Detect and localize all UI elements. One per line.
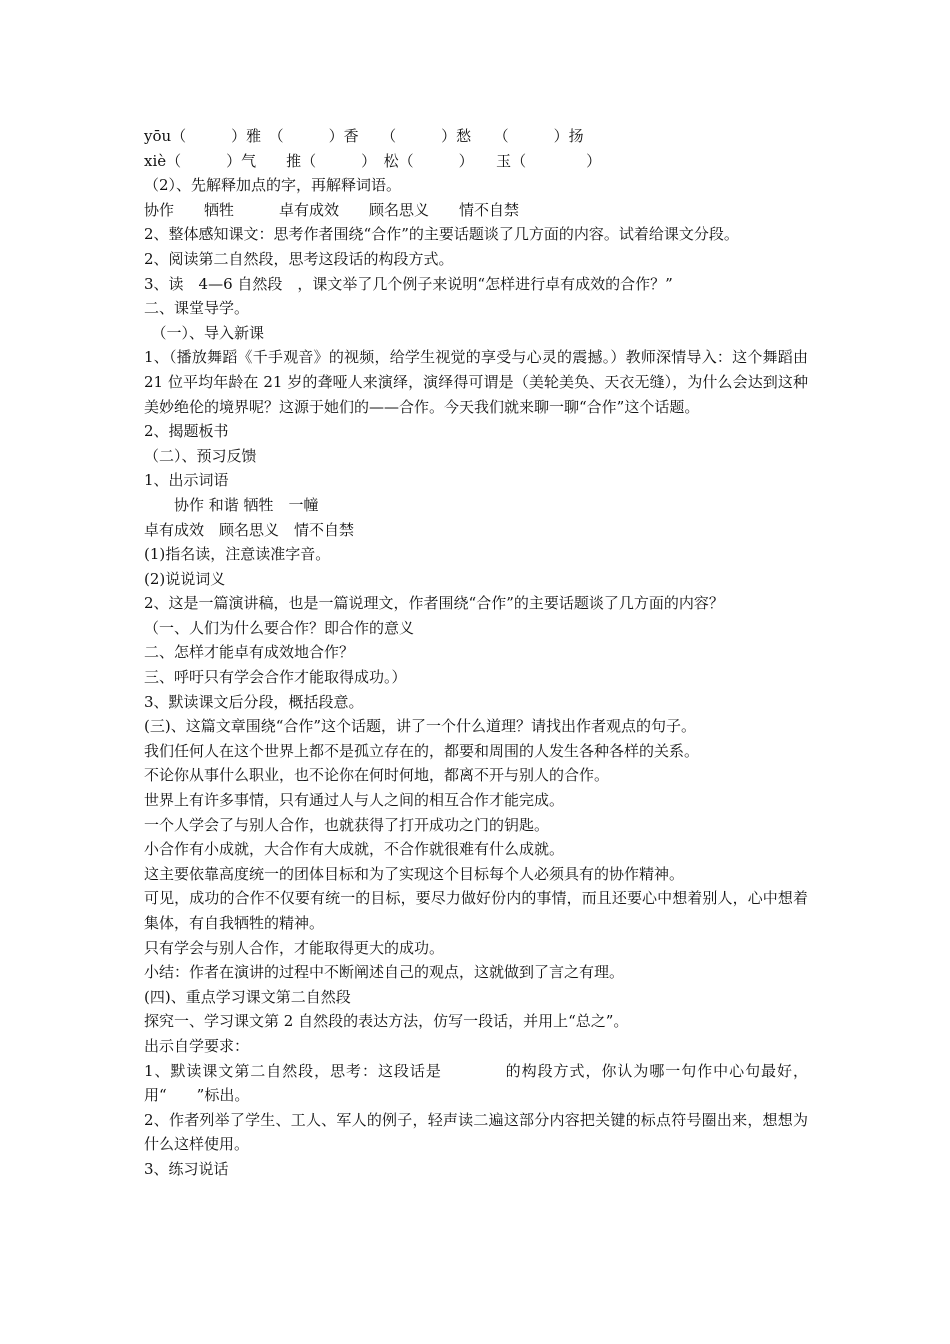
vocabulary-line: 卓有成效 顾名思义 情不自禁 xyxy=(144,520,355,539)
task-line: 3、练习说话 xyxy=(144,1159,229,1178)
answer-line: 三、呼吁只有学会合作才能取得成功。） xyxy=(144,668,407,687)
task-line: (1)指名读，注意读准字音。 xyxy=(144,545,331,564)
requirement-paragraph: 2、作者列举了学生、工人、军人的例子，轻声读二遍这部分内容把关键的标点符号圈出来，想想为什么这样使用。 xyxy=(144,1110,808,1154)
instruction-line: （2）、先解释加点的字，再解释词语。 xyxy=(144,176,402,195)
requirement-paragraph: 1、默读课文第二自然段，思考：这段话是 的构段方式，你认为哪一句作中心句最好，用“ ”标出。 xyxy=(144,1061,808,1105)
task-line: 1、出示词语 xyxy=(144,471,229,490)
task-line: 2、揭题板书 xyxy=(144,422,229,441)
answer-line: （一、人们为什么要合作？即合作的意义 xyxy=(144,618,415,637)
subsection-heading: (四)、重点学习课文第二自然段 xyxy=(144,987,351,1006)
pinyin-exercise-line-1: yōu（ ）雅 （ ）香 （ ）愁 （ ）扬 xyxy=(144,127,584,145)
summary-line: 小结：作者在演讲的过程中不断阐述自己的观点，这就做到了言之有理。 xyxy=(144,963,625,982)
quote-line: 小合作有小成就，大合作有大成就，不合作就很难有什么成就。 xyxy=(144,840,565,859)
subsection-heading: （二）、预习反馈 xyxy=(144,446,257,465)
vocabulary-line: 协作 和谐 牺牲 一幢 xyxy=(144,495,319,514)
quote-line: 这主要依靠高度统一的团体目标和为了实现这个目标每个人必须具有的协作精神。 xyxy=(144,864,685,883)
task-line: (2)说说词义 xyxy=(144,569,226,588)
task-line: 探究一、学习课文第 2 自然段的表达方法，仿写一段话，并用上“总之”。 xyxy=(144,1012,629,1031)
quote-line: 不论你从事什么职业，也不论你在何时何地，都离不开与别人的合作。 xyxy=(144,766,610,785)
quote-paragraph: 可见，成功的合作不仅要有统一的目标，要尽力做好份内的事情，而且还要心中想着别人，心中想着集体，有自我牺牲的精神。 xyxy=(144,889,808,932)
task-line: 出示自学要求： xyxy=(144,1036,250,1055)
subsection-heading: （一）、导入新课 xyxy=(144,323,265,342)
intro-paragraph: 1、（播放舞蹈《千手观音》的视频，给学生视觉的享受与心灵的震撼。）教师深情导入：这个舞蹈由 21 位平均年龄在 21 岁的聋哑人来演绎，演绎得可谓是（美轮美奂、天衣无缝），为什么会达到这种美妙绝伦的境界呢？这源于她们的——合作。今天我们就来聊一聊“合作”这个话题。 xyxy=(144,348,808,416)
quote-line: 只有学会与别人合作，才能取得更大的成功。 xyxy=(144,938,445,957)
section-heading: 二、课堂导学。 xyxy=(144,299,250,318)
vocabulary-line: 协作 牺牲 卓有成效 顾名思义 情不自禁 xyxy=(144,200,520,219)
quote-line: 我们任何人在这个世界上都不是孤立存在的，都要和周围的人发生各种各样的关系。 xyxy=(144,741,700,760)
task-line: 3、读 4—6 自然段 ，课文举了几个例子来说明“怎样进行卓有成效的合作？” xyxy=(144,274,673,293)
quote-line: 世界上有许多事情，只有通过人与人之间的相互合作才能完成。 xyxy=(144,791,565,810)
answer-line: 二、怎样才能卓有成效地合作？ xyxy=(144,643,355,662)
task-line: 2、整体感知课文：思考作者围绕“合作”的主要话题谈了几方面的内容。试着给课文分段。 xyxy=(144,225,739,244)
task-line: 3、默读课文后分段，概括段意。 xyxy=(144,692,364,711)
quote-line: 一个人学会了与别人合作，也就获得了打开成功之门的钥匙。 xyxy=(144,815,550,834)
pinyin-exercise-line-2: xiè（ ）气 推（ ） 松（ ） 玉（ ） xyxy=(144,151,602,170)
subsection-heading: (三)、这篇文章围绕“合作”这个话题，讲了一个什么道理？请找出作者观点的句子。 xyxy=(144,717,697,736)
task-line: 2、这是一篇演讲稿，也是一篇说理文，作者围绕“合作”的主要话题谈了几方面的内容？ xyxy=(144,594,724,613)
task-line: 2、阅读第二自然段，思考这段话的构段方式。 xyxy=(144,249,454,268)
document-body xyxy=(144,124,808,1182)
